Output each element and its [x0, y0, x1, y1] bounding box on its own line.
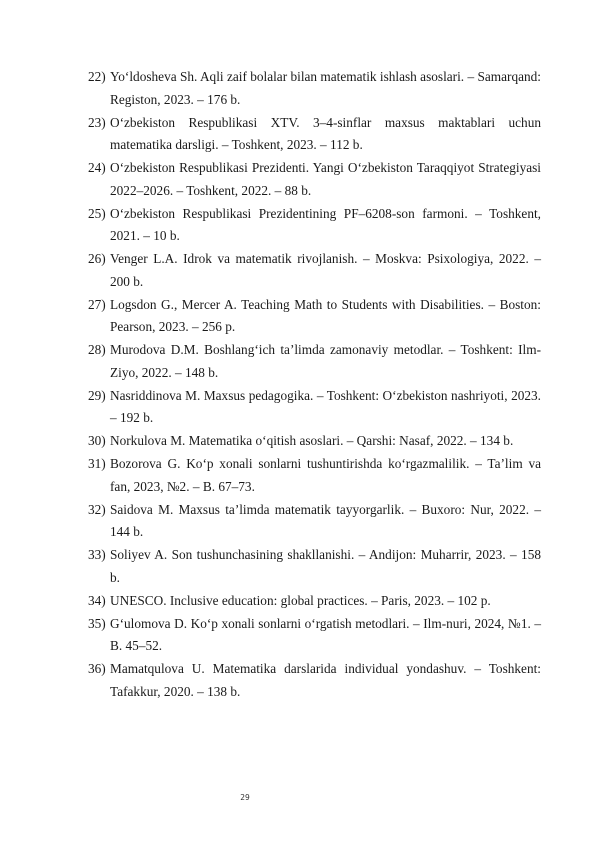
- reference-text: G‘ulomova D. Ko‘p xonali sonlarni o‘rgatish metodlari. – Ilm-nuri, 2024, №1. – B. 45–52.: [110, 615, 541, 654]
- reference-number: 36): [88, 661, 106, 677]
- reference-text: Bozorova G. Ko‘p xonali sonlarni tushuntirishda ko‘rgazmalilik. – Ta’lim va fan, 2023, №2. – B. 67–73.: [110, 456, 541, 494]
- reference-item: [88, 112, 541, 157]
- reference-number: 22): [88, 69, 106, 84]
- reference-text: O‘zbekiston Respublikasi Prezidenti. Yangi O‘zbekiston Taraqqiyot Strategiyasi 2022–2026. – Toshkent, 2022. – 88 b.: [110, 160, 541, 198]
- reference-number: 24): [88, 160, 106, 176]
- reference-number: 27): [88, 296, 106, 312]
- reference-item: [88, 590, 541, 613]
- reference-item: [88, 430, 541, 453]
- reference-number: 26): [88, 251, 106, 267]
- reference-text: Yo‘ldosheva Sh. Aqli zaif bolalar bilan matematik ishlash asoslari. – Samarqand: Registon, 2023. – 176 b.: [110, 69, 541, 107]
- reference-number: 35): [88, 615, 106, 631]
- reference-number: 23): [88, 114, 106, 130]
- reference-text: Murodova D.M. Boshlang‘ich ta’limda zamonaviy metodlar. – Toshkent: Ilm-Ziyo, 2022. – 148 b.: [110, 342, 541, 380]
- reference-number: 29): [88, 387, 106, 403]
- reference-text: Nasriddinova M. Maxsus pedagogika. – Toshkent: O‘zbekiston nashriyoti, 2023. – 192 b.: [110, 387, 541, 426]
- reference-number: 30): [88, 433, 106, 449]
- reference-number: 31): [88, 456, 106, 472]
- reference-number: 28): [88, 342, 106, 358]
- reference-item: [88, 658, 541, 703]
- reference-text: Norkulova M. Matematika o‘qitish asoslari. – Qarshi: Nasaf, 2022. – 134 b.: [110, 433, 514, 449]
- reference-item: [88, 248, 541, 293]
- reference-item: [88, 499, 541, 544]
- reference-text: UNESCO. Inclusive education: global practices. – Paris, 2023. – 102 p.: [110, 592, 491, 608]
- reference-item: [88, 453, 541, 498]
- reference-list: [88, 66, 541, 704]
- reference-item: [88, 66, 541, 111]
- page-number: 29: [240, 793, 250, 802]
- reference-item: [88, 294, 541, 339]
- reference-number: 33): [88, 547, 106, 563]
- reference-number: 25): [88, 205, 106, 221]
- reference-text: O‘zbekiston Respublikasi XTV. 3–4-sinflar maxsus maktablari uchun matematika darsligi. – Toshkent, 2023. – 112 b.: [110, 114, 541, 153]
- reference-item: [88, 339, 541, 384]
- reference-item: [88, 544, 541, 589]
- reference-number: 34): [88, 592, 106, 608]
- reference-item: [88, 613, 541, 658]
- reference-item: [88, 157, 541, 202]
- reference-text: Logsdon G., Mercer A. Teaching Math to Students with Disabilities. – Boston: Pearson, 2023. – 256 p.: [110, 296, 541, 335]
- reference-text: Saidova M. Maxsus ta’limda matematik tayyorgarlik. – Buxoro: Nur, 2022. – 144 b.: [110, 501, 541, 540]
- reference-text: Soliyev A. Son tushunchasining shakllanishi. – Andijon: Muharrir, 2023. – 158 b.: [110, 547, 541, 585]
- reference-number: 32): [88, 501, 106, 517]
- reference-text: Mamatqulova U. Matematika darslarida individual yondashuv. – Toshkent: Tafakkur, 2020. – 138 b.: [110, 661, 541, 699]
- reference-item: [88, 203, 541, 248]
- reference-item: [88, 385, 541, 430]
- reference-text: O‘zbekiston Respublikasi Prezidentining PF–6208-son farmoni. – Toshkent, 2021. – 10 b.: [110, 205, 541, 244]
- reference-text: Venger L.A. Idrok va matematik rivojlanish. – Moskva: Psixologiya, 2022. – 200 b.: [110, 251, 541, 289]
